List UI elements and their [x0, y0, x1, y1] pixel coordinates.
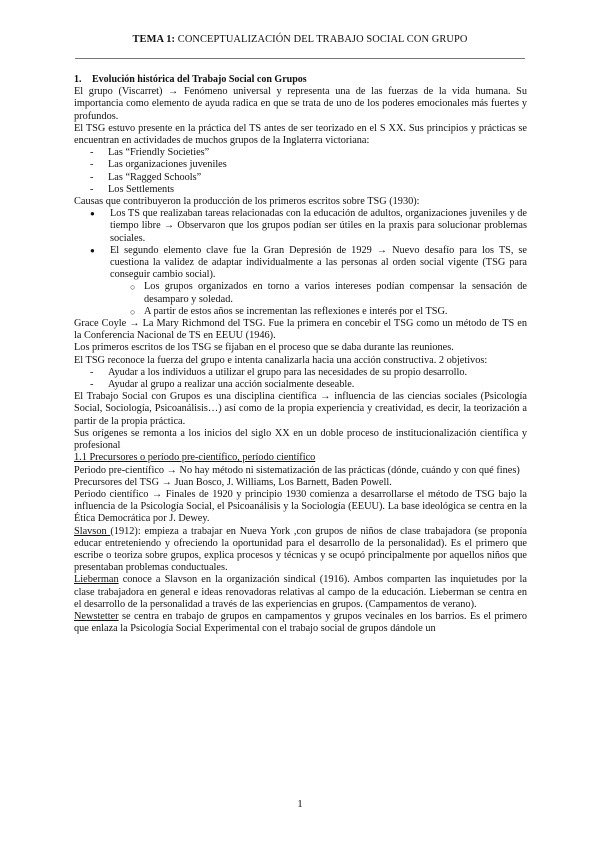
- paragraph-2: El TSG estuvo presente en la práctica del TS antes de ser teorizado en el S XX. Sus principios y prácticas se encuentran en actividades de muchos grupos de la Inglaterra victoriana:: [74, 122, 527, 147]
- victorian-groups-list: [74, 147, 527, 196]
- paragraph-8: Sus orígenes se remonta a los inicios del siglo XX en un doble proceso de institucionalización científica y profesional: [74, 427, 527, 452]
- section-number: 1.: [74, 74, 82, 85]
- paragraph-7: El Trabajo Social con Grupos es una disciplina científica → influencia de las ciencias sociales (Psicología Social, Sociología, Psicoanálisis…) así como de la propia experiencia y creatividad, es decir, la teorización a partir de la propia práctica.: [74, 391, 527, 427]
- paragraph-6: El TSG reconoce la fuerza del grupo e intenta canalizarla hacia una acción constructiva. 2 objetivos:: [74, 354, 488, 366]
- page-header: [0, 34, 600, 45]
- header-divider: [75, 58, 525, 59]
- paragraph-12: [74, 526, 527, 575]
- list-item: - Ayudar a los individuos a utilizar el grupo para las necesidades de su propio desarrollo.: [90, 367, 527, 379]
- paragraph-1: El grupo (Viscarret) → Fenómeno universal y representa una de las fuerzas de la vida humana. Su importancia como elemento de ayuda radica en que se trata de uno de los poderes emocionales más fuertes y profundos.: [74, 86, 527, 122]
- list-item: - Ayudar al grupo a realizar una acción socialmente deseable.: [90, 379, 527, 391]
- paragraph-3: Causas que contribuyeron la producción de los primeros escritos sobre TSG (1930):: [74, 196, 420, 208]
- paragraph-text: (1912): empieza a trabajar en Nueva York ,con grupos de niños de clase trabajadora (se proponía educar entreteniendo y ofreciendo la oportunidad para el desarrollo de la personalidad). Es el primero que escribe o teoriza sobre grupos, explica procesos y técnicas y se ocupó principalmente por aquellos niños que presentaban problemas conductuales.: [74, 525, 527, 574]
- paragraph-text: conoce a Slavson en la organización sindical (1916). Ambos comparten las inquietudes por la clase trabajadora en general e ideas renovadoras relativas al campo de la educación. Lieberman se centra en el desarrollo de la personalidad a través de las experiencias en grupos. (Campamentos de verano).: [74, 574, 527, 610]
- author-name-slavson: Slavson: [74, 525, 111, 537]
- list-item: [90, 245, 527, 318]
- header-title: CONCEPTUALIZACIÓN DEL TRABAJO SOCIAL CON GRUPO: [175, 34, 468, 45]
- paragraph-5: Los primeros escritos de los TSG se fijaban en el proceso que se daba durante las reuniones.: [74, 342, 454, 354]
- paragraph-4: Grace Coyle → La Mary Richmond del TSG. Fue la primera en concebir el TSG como un método de TS en la Conferencia Nacional de TS en EEUU (1946).: [74, 318, 527, 342]
- sub-list-item: ○ Los grupos organizados en torno a varios intereses podían compensar la sensación de desamparo y soledad.: [130, 281, 527, 305]
- document-body: [74, 74, 527, 635]
- paragraph-14: [74, 611, 527, 635]
- list-item: - Las “Ragged Schools”: [90, 172, 527, 184]
- subsection-heading: 1.1 Precursores o período pre-científico, período científico: [74, 452, 316, 464]
- author-name-newstetter: Newstetter: [74, 610, 119, 622]
- header-title-bold: TEMA 1:: [132, 34, 176, 45]
- list-item: - Los Settlements: [90, 184, 527, 196]
- paragraph-13: [74, 574, 527, 611]
- sub-list-item: ○ A partir de estos años se incrementan las reflexiones e interés por el TSG.: [130, 306, 527, 318]
- section-heading: [74, 74, 527, 86]
- list-item: - Las organizaciones juveniles: [90, 159, 527, 171]
- section-title: Evolución histórica del Trabajo Social con Grupos: [92, 74, 307, 85]
- paragraph-11: Periodo científico → Finales de 1920 y principio 1930 comienza a desarrollarse el método de TSG bajo la influencia de la Psicología Social, el Psicoanálisis y la Sociología (EEUU). La base ideológica se centra en la Ética Democrática por J. Dewey.: [74, 488, 527, 525]
- paragraph-text: se centra en trabajo de grupos en campamentos y grupos vecinales en los barrios. Es el primero que enlaza la Psicología Social Experimental con el trabajo social de grupos dándole un: [74, 610, 527, 635]
- paragraph-9: Periodo pre-científico → No hay método ni sistematización de las prácticas (dónde, cuándo y con qué fines): [74, 464, 520, 476]
- list-item-text: El segundo elemento clave fue la Gran Depresión de 1929 → Nuevo desafío para los TS, se cuestiona la validez de adaptar individualmente a las personas al orden social vigente (TSG para conseguir cambio social).: [110, 244, 527, 281]
- paragraph-10: Precursores del TSG → Juan Bosco, J. Williams, Los Barnett, Baden Powell.: [74, 476, 392, 488]
- list-item: - Las “Friendly Societies”: [90, 147, 527, 159]
- causes-list: [74, 208, 527, 318]
- author-name-lieberman: Lieberman: [74, 574, 119, 586]
- list-item: ● Los TS que realizaban tareas relacionadas con la educación de adultos, organizaciones juveniles y de tiempo libre → Observaron que los grupos podían ser útiles en la praxis para solucionar problemas sociales.: [90, 208, 527, 245]
- sub-list: [110, 281, 527, 318]
- objectives-list: [74, 367, 527, 391]
- page-number: 1: [297, 798, 303, 810]
